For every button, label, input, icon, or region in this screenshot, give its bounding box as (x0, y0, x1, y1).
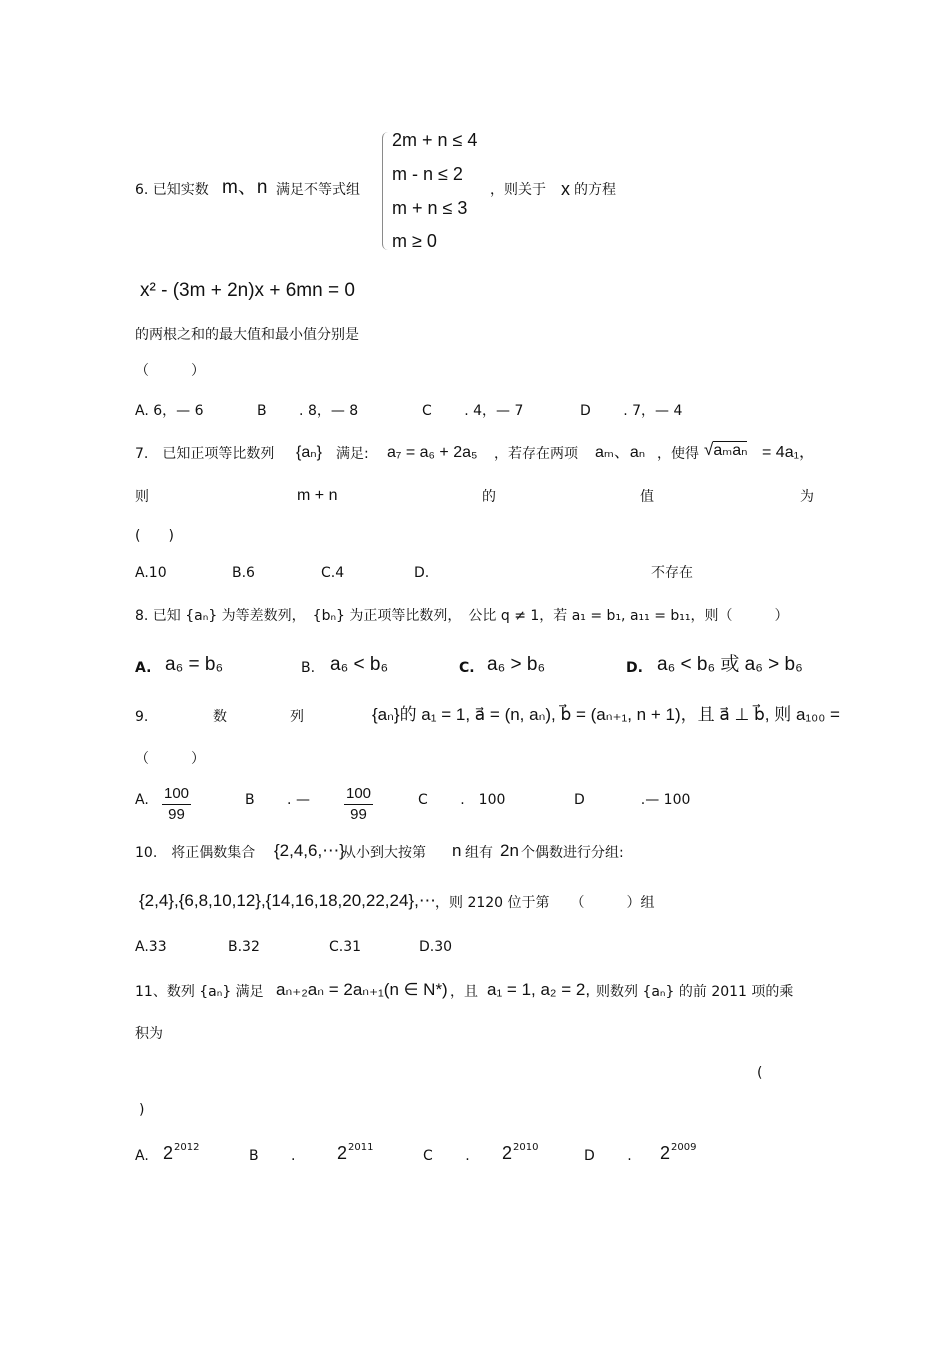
q10-set: {2,4,6,⋯} (274, 841, 345, 860)
q6-condition: 满足不等式组 (276, 182, 360, 198)
q9-option-a-fraction (162, 784, 191, 825)
q11-relation: aₙ₊₂aₙ = 2aₙ₊₁(n ∈ N*) (276, 980, 448, 999)
q9-option-b-label: B . — (245, 792, 310, 808)
q8-option-c: a₆ > b₆ (487, 654, 546, 675)
q7-such-that: ，使得 (657, 446, 699, 462)
q10-intro: 10. 将正偶数集合 (135, 845, 256, 861)
q11-paren-right: ) (139, 1102, 145, 1118)
q11-option-b-label: B . (249, 1148, 296, 1164)
q7-equals: = 4a₁， (762, 444, 815, 461)
q6-var-x: x (561, 179, 570, 199)
q11-paren-left: ( (757, 1065, 763, 1081)
q8-option-a: a₆ = b₆ (165, 654, 224, 675)
q10-option-b: B.32 (228, 939, 260, 955)
q7-sequence: {aₙ} (296, 444, 322, 461)
q11-option-d-base: 2 (660, 1143, 671, 1163)
q7-de: 的 (482, 489, 496, 505)
q9-option-b-fraction (344, 784, 373, 825)
q9-option-b-numerator: 100 (344, 784, 373, 805)
q7-wei: 为 (800, 489, 814, 505)
q10-n: n (452, 841, 462, 860)
q9-option-a-denominator: 99 (168, 806, 185, 823)
q11-option-d-label: D . (584, 1148, 632, 1164)
q7-option-d: D. (414, 565, 430, 581)
q7-terms: aₘ、aₙ (595, 444, 646, 461)
q11-option-c-exp: 2010 (513, 1142, 539, 1153)
q9-condition: {aₙ}的 a₁ = 1, a⃗ = (n, aₙ), b⃗ = (aₙ₊₁, n + 1)，且 a⃗ ⊥ b⃗, 则 a₁₀₀ = (372, 705, 840, 724)
q6-ineq-4: m ≥ 0 (392, 231, 437, 251)
q7-answer-paren: ( ) (135, 528, 174, 544)
q6-tail-text: 的方程 (574, 182, 616, 198)
q9-number: 9. (135, 709, 149, 725)
q11-option-c-label: C . (423, 1148, 470, 1164)
q10-order-text: 从小到大按第 (342, 845, 426, 861)
q6-ineq-1: 2m + n ≤ 4 (392, 130, 478, 150)
q7-option-c: C.4 (321, 565, 345, 581)
q10-question: ，则 2120 位于第 （ ）组 (435, 895, 655, 911)
q7-m-plus-n: m + n (297, 487, 338, 504)
q11-option-c-base: 2 (502, 1143, 513, 1163)
q7-radicand: aₘaₙ (713, 442, 748, 459)
q6-description: 的两根之和的最大值和最小值分别是 (135, 327, 359, 343)
q6-equation: x² - (3m + 2n)x + 6mn = 0 (140, 280, 355, 301)
q11-product-text: 则数列 {aₙ} 的前 2011 项的乘 (596, 984, 794, 1000)
q9-lie: 列 (290, 709, 304, 725)
q7-option-a: A.10 (135, 565, 167, 581)
q8-stem: 8. 已知 {aₙ} 为等差数列， {bₙ} 为正项等比数列， 公比 q ≠ 1，若 a₁ = b₁, a₁₁ = b₁₁，则（ ） (135, 608, 789, 624)
q8-option-d: a₆ < b₆ 或 a₆ > b₆ (657, 654, 803, 675)
q9-option-c: C . 100 (418, 792, 506, 808)
q7-option-b: B.6 (232, 565, 255, 581)
q8-option-d-label: D. (626, 660, 643, 676)
q10-option-a: A.33 (135, 939, 167, 955)
q11-intro: 11、数列 {aₙ} 满足 (135, 984, 264, 1000)
q11-option-a-label: A. (135, 1148, 149, 1164)
q7-satisfy: 满足: (336, 446, 369, 462)
q9-option-b-denominator: 99 (350, 806, 367, 823)
q9-option-a-label: A. (135, 792, 149, 808)
q6-ineq-2: m - n ≤ 2 (392, 164, 463, 184)
q7-option-d-text: 不存在 (651, 565, 693, 581)
q7-zhi: 值 (640, 489, 654, 505)
q8-option-b: a₆ < b₆ (330, 654, 389, 675)
q10-grouping-text: 个偶数进行分组: (521, 845, 624, 861)
q11-product-label: 积为 (135, 1026, 163, 1042)
q7-ze: 则 (135, 489, 149, 505)
q6-option-b: B . 8，— 8 (257, 403, 359, 419)
q9-shu: 数 (213, 709, 227, 725)
q10-groups: {2,4},{6,8,10,12},{14,16,18,20,22,24},⋯ (139, 891, 436, 910)
q9-option-d: D .— 100 (574, 792, 691, 808)
q8-option-b-label: B. (301, 660, 316, 676)
q11-option-b-base: 2 (337, 1143, 348, 1163)
q8-option-a-label: A. (135, 660, 152, 676)
q10-option-c: C.31 (329, 939, 362, 955)
q6-option-a: A. 6，— 6 (135, 403, 204, 419)
q11-option-a-base: 2 (163, 1143, 174, 1163)
q10-option-d: D.30 (419, 939, 453, 955)
q11-option-b-exp: 2011 (348, 1142, 374, 1153)
q7-sqrt-icon: √aₘaₙ (704, 440, 748, 459)
q11-and: ，且 (450, 984, 478, 1000)
q7-relation: a₇ = a₆ + 2a₅ (387, 444, 478, 461)
q6-mid-text: ，则关于 (490, 182, 546, 198)
q10-2n: 2n (500, 841, 519, 860)
q6-vars: m、n (222, 177, 268, 198)
q7-intro: 7. 已知正项等比数列 (135, 446, 275, 462)
q11-option-d-exp: 2009 (671, 1142, 697, 1153)
q7-exists-text: ，若存在两项 (494, 446, 578, 462)
q8-option-c-label: C. (459, 660, 475, 676)
q6-option-d: D . 7，— 4 (580, 403, 683, 419)
q9-answer-paren: （ ） (135, 751, 205, 767)
q9-option-a-numerator: 100 (162, 784, 191, 805)
q6-option-c: C . 4，— 7 (422, 403, 524, 419)
q10-group-has: 组有 (465, 845, 493, 861)
q11-initial: a₁ = 1, a₂ = 2, (487, 980, 591, 999)
q11-option-a-exp: 2012 (174, 1142, 200, 1153)
q6-prefix: 6. 已知实数 (135, 182, 209, 198)
q6-system-brace (382, 132, 391, 250)
q6-ineq-3: m + n ≤ 3 (392, 198, 468, 218)
q6-answer-paren: （ ） (135, 363, 205, 379)
